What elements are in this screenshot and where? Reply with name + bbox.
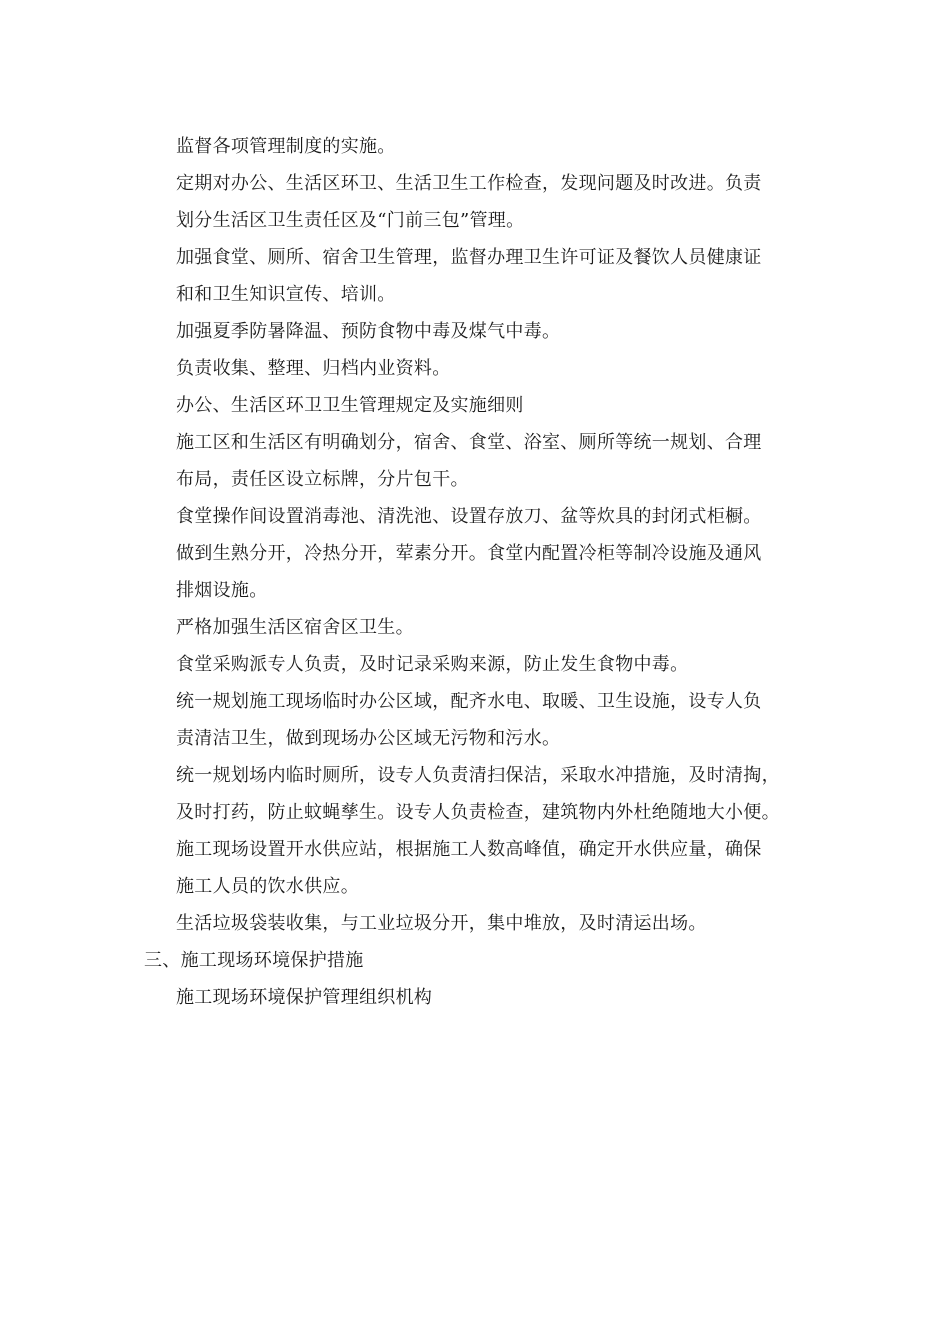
text-line: 定期对办公、生活区环卫、生活卫生工作检查，发现问题及时改进。负责 [176,173,762,194]
text-line: 办公、生活区环卫卫生管理规定及实施细则 [176,395,524,416]
text-line: 生活垃圾袋装收集，与工业垃圾分开，集中堆放，及时清运出场。 [176,913,707,934]
text-line: 施工区和生活区有明确划分，宿舍、食堂、浴室、厕所等统一规划、合理 [176,432,762,453]
text-line: 和和卫生知识宣传、培训。 [176,284,396,305]
section-heading: 三、施工现场环境保护措施 [144,950,364,971]
text-line: 统一规划施工现场临时办公区域，配齐水电、取暖、卫生设施，设专人负 [176,691,762,712]
text-line: 加强食堂、厕所、宿舍卫生管理，监督办理卫生许可证及餐饮人员健康证 [176,247,762,268]
text-line: 及时打药，防止蚊蝇孳生。设专人负责检查，建筑物内外杜绝随地大小便。 [176,802,780,823]
text-line: 施工人员的饮水供应。 [176,876,359,897]
text-line: 监督各项管理制度的实施。 [176,136,396,157]
text-line: 加强夏季防暑降温、预防食物中毒及煤气中毒。 [176,321,561,342]
text-line: 责清洁卫生，做到现场办公区域无污物和污水。 [176,728,561,749]
text-line: 统一规划场内临时厕所，设专人负责清扫保洁，采取水冲措施，及时清掏， [176,765,780,786]
text-line: 食堂采购派专人负责，及时记录采购来源，防止发生食物中毒。 [176,654,689,675]
text-line: 施工现场设置开水供应站，根据施工人数高峰值，确定开水供应量，确保 [176,839,762,860]
text-line: 布局，责任区设立标牌，分片包干。 [176,469,469,490]
text-line: 严格加强生活区宿舍区卫生。 [176,617,414,638]
subheading: 施工现场环境保护管理组织机构 [176,987,433,1008]
text-line: 排烟设施。 [176,580,268,601]
text-line: 做到生熟分开，冷热分开，荤素分开。食堂内配置冷柜等制冷设施及通风 [176,543,762,564]
text-line: 划分生活区卫生责任区及“门前三包”管理。 [176,210,525,231]
text-line: 负责收集、整理、归档内业资料。 [176,358,451,379]
document-body [144,128,816,1016]
text-line: 食堂操作间设置消毒池、清洗池、设置存放刀、盆等炊具的封闭式柜橱。 [176,506,762,527]
